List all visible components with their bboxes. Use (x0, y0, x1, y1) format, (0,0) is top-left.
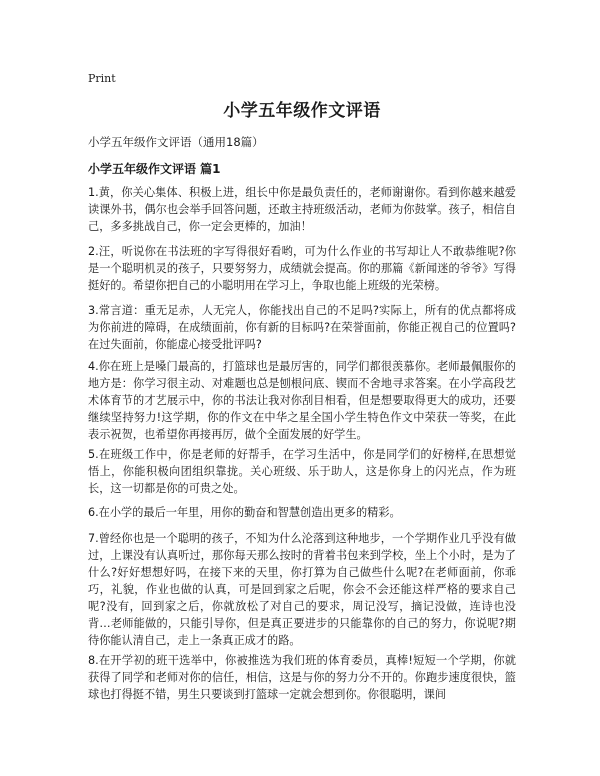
paragraph-4: 4.你在班上是嗓门最高的，打篮球也是最厉害的，同学们都很羡慕你。老师最佩服你的地方是：你学习很主动、对难题也总是刨根问底、锲而不舍地寻求答案。在小学高段艺术体育节的才艺展示中，你的书法让我对你刮目相看，但是想要取得更大的成功，还要继续坚持努力!这学期，你的作文在中华之星全国小学生特色作文中荣获一等奖，在此表示祝贺，也希望你再接再厉，做个全面发展的好学生。 (88, 360, 516, 441)
paragraph-7: 7.曾经你也是一个聪明的孩子，不知为什么沦落到这种地步，一个学期作业几乎没有做过，上课没有认真听过，那你每天那么按时的背着书包来到学校，坐上个小时，是为了什么?好好想想好吗，在接下来的天里，你打算为自己做些什么呢?在老师面前，你乖巧，礼貌，作业也做的认真，可是回到家之后呢，你会不会还能这样严格的要求自己呢?没有，回到家之后，你就放松了对自己的要求，周记没写，摘记没做，连诗也没背…老师能做的，只能引导你，但是真正要进步的只能靠你的自己的努力，你说呢?期待你能认清自己，走上一条真正成才的路。 (88, 532, 516, 647)
section-heading: 小学五年级作文评语 篇1 (88, 162, 221, 176)
paragraph-5: 5.在班级工作中，你是老师的好帮手，在学习生活中，你是同学们的好榜样,在思想觉悟上，你能积极向团组织靠拢。关心班级、乐于助人，这是你身上的闪光点，作为班长，这一切都是你的可贵之处。 (88, 448, 516, 495)
document-subtitle: 小学五年级作文评语（通用18篇） (88, 135, 264, 149)
paragraph-8: 8.在开学初的班干选举中，你被推选为我们班的体育委员，真棒!短短一个学期，你就获得了同学和老师对你的信任，相信，这是与你的努力分不开的。你跑步速度很快，篮球也打得挺不错，男生只要谈到打篮球一定就会想到你。你很聪明，课间 (88, 654, 516, 701)
paragraph-2: 2.汪，听说你在书法班的字写得很好看哟，可为什么作业的书写却让人不敢恭维呢?你是一个聪明机灵的孩子，只要努努力，成绩就会提高。你的那篇《新闻迷的爷爷》写得挺好的。希望你把自己的小聪明用在学习上，争取也能上班级的光荣榜。 (88, 245, 516, 292)
print-link[interactable]: Print (88, 72, 116, 85)
document-title: 小学五年级作文评语 (223, 101, 381, 121)
paragraph-3: 3.常言道：重无足赤，人无完人，你能找出自己的不足吗?实际上，所有的优点都将成为你前进的障碍，在成绩面前，你有新的目标吗?在荣誉面前，你能正视自己的位置吗?在过失面前，你能虚心接受批评吗? (88, 304, 516, 351)
paragraph-6: 6.在小学的最后一年里，用你的勤奋和智慧创造出更多的精彩。 (88, 506, 401, 519)
paragraph-1: 1.黄，你关心集体、积极上进，组长中你是最负责任的，老师谢谢你。看到你越来越爱读课外书，偶尔也会举手回答问题，还敢主持班级活动，老师为你鼓掌。孩子，相信自己，多多挑战自己，你一定会更棒的，加油！ (88, 186, 516, 233)
